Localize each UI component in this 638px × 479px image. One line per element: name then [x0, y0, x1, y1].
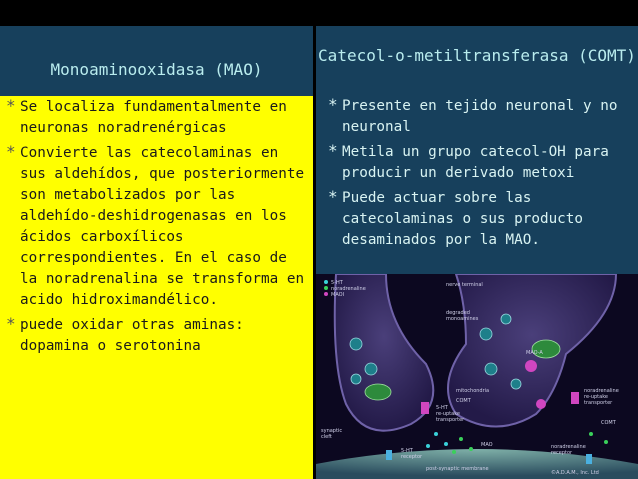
vesicle — [480, 328, 492, 340]
5ht-molecule — [444, 442, 448, 446]
vesicle — [485, 363, 497, 375]
right-title-text: Catecol-o-metiltransferasa (COMT) — [318, 46, 636, 65]
label-sert-3: transporter — [436, 417, 465, 423]
label-comt-right: COMT — [601, 420, 616, 426]
left-bullet-list — [6, 96, 309, 357]
right-bullet-text: Puede actuar sobre las catecolaminas o sus producto desaminados por la MAO. — [342, 190, 584, 248]
left-bullet-item — [6, 143, 309, 311]
5ht-transporter — [421, 402, 429, 414]
legend-5ht: 5-HT — [331, 280, 343, 286]
label-net-3: transporter — [584, 400, 613, 406]
right-body — [316, 96, 638, 274]
comt-enzyme — [536, 399, 546, 409]
label-receptor-5ht-2: receptor — [401, 454, 423, 460]
left-title: Monoaminooxidasa (MAO) — [50, 60, 263, 79]
na-transporter — [571, 392, 579, 404]
label-mitochondria: mitochondria — [456, 388, 490, 394]
na-molecule — [452, 450, 456, 454]
legend-noradrenaline: noradrenaline — [331, 286, 366, 292]
5ht-receptor — [386, 450, 392, 460]
synapse-diagram — [316, 274, 638, 479]
left-header — [0, 26, 313, 96]
label-mao-a: MAO-A — [526, 350, 543, 356]
bullet-marker: * — [6, 314, 16, 333]
label-net-1: noradrenaline — [584, 388, 619, 394]
bullet-marker: * — [6, 142, 16, 161]
vesicle — [350, 338, 362, 350]
label-mao-bottom: MAO — [481, 442, 493, 448]
vesicle — [501, 314, 511, 324]
label-degraded: degraded — [446, 310, 470, 316]
legend-maoi: MAOI — [331, 292, 345, 298]
left-body — [0, 96, 313, 479]
label-sert-1: 5-HT — [436, 405, 448, 411]
label-monoamines: monoamines — [446, 316, 479, 322]
na-molecule — [604, 440, 608, 444]
vesicle — [365, 363, 377, 375]
left-bullet-text: Se localiza fundamentalmente en neuronas noradrenérgicas — [20, 99, 287, 136]
legend-5ht-dot — [324, 280, 328, 284]
bullet-marker: * — [328, 95, 338, 114]
mao-enzyme — [525, 360, 537, 372]
right-bullet-text: Presente en tejido neuronal y no neuronal — [342, 98, 618, 135]
right-bullet-item — [328, 188, 632, 251]
left-bullet-text: puede oxidar otras aminas: dopamina o serotonina — [20, 317, 244, 354]
label-receptor-na-1: noradrenaline — [551, 444, 586, 450]
label-cleft-1: synaptic — [321, 428, 343, 434]
right-bullet-item — [328, 96, 632, 138]
na-molecule — [469, 447, 473, 451]
legend-maoi-dot — [324, 292, 328, 296]
synapse-illustration — [316, 274, 638, 479]
vesicle — [511, 379, 521, 389]
label-comt: COMT — [456, 398, 471, 404]
right-title — [316, 44, 638, 68]
bullet-marker: * — [328, 141, 338, 160]
label-cleft-2: cleft — [321, 434, 332, 440]
mitochondria-left — [365, 384, 391, 400]
bullet-marker: * — [6, 96, 16, 115]
5ht-molecule — [434, 432, 438, 436]
label-post-membrane: post-synaptic membrane — [426, 466, 489, 472]
right-bullet-item — [328, 142, 632, 184]
label-receptor-na-2: receptor — [551, 450, 573, 456]
bullet-marker: * — [328, 187, 338, 206]
left-bullet-item — [6, 97, 309, 139]
na-molecule — [589, 432, 593, 436]
left-bullet-text: Convierte las catecolaminas en sus aldehídos, que posteriormente son metabolizados por las aldehído-deshidrogenasas en los ácidos carboxílicos correspondientes. En el caso de la noradrenalina se transforma en acido hidroximandélico. — [20, 145, 305, 308]
label-copyright: ©A.D.A.M., Inc. Ltd — [551, 470, 599, 476]
label-sert-2: re-uptake — [436, 411, 460, 417]
right-bullet-list — [328, 96, 632, 251]
na-receptor — [586, 454, 592, 464]
na-molecule — [459, 437, 463, 441]
vesicle — [351, 374, 361, 384]
left-nerve-terminal — [335, 274, 434, 431]
label-receptor-5ht-1: 5-HT — [401, 448, 413, 454]
5ht-molecule — [426, 444, 430, 448]
label-net-2: re-uptake — [584, 394, 608, 400]
right-bullet-text: Metila un grupo catecol-OH para producir un derivado metoxi — [342, 144, 609, 181]
label-nerve-terminal: nerve terminal — [446, 282, 483, 288]
left-bullet-item — [6, 315, 309, 357]
right-header — [316, 26, 638, 96]
legend-na-dot — [324, 286, 328, 290]
